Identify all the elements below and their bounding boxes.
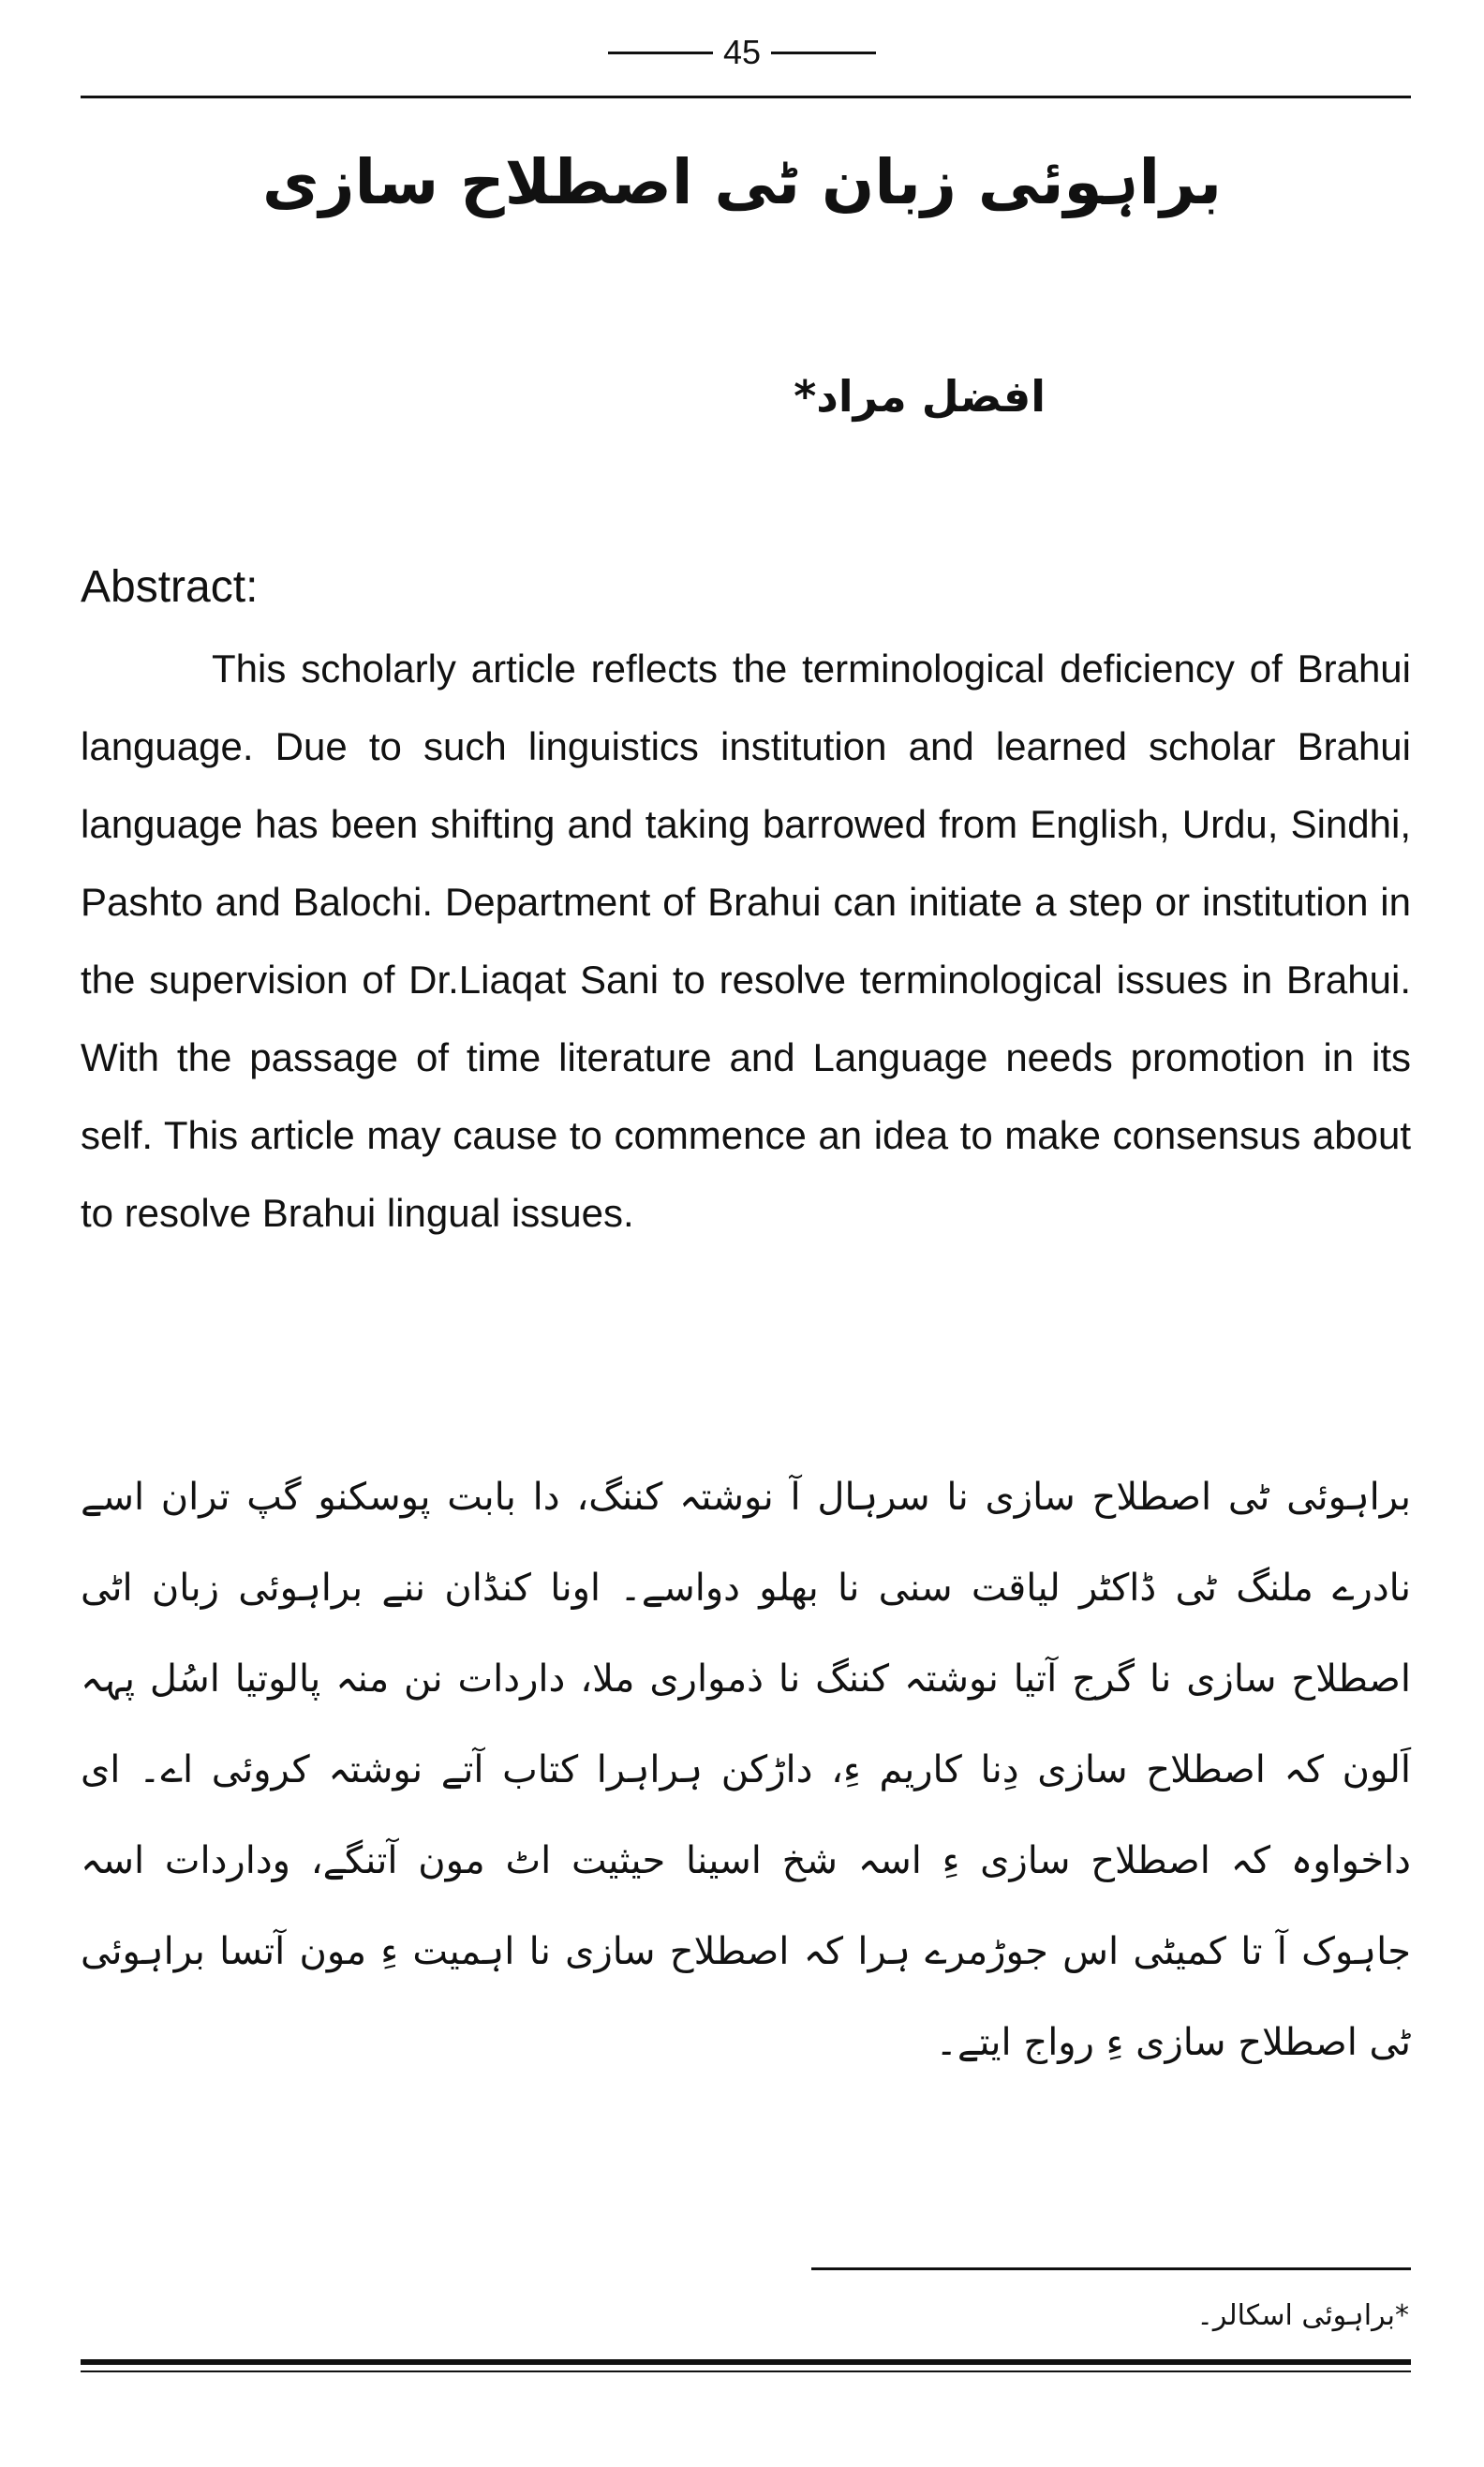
abstract-body: This scholarly article reflects the terminological deficiency of Brahui language. Due to such linguistics institution and learned scholar Brahui language has been shifting and taking barrowed from English, Urdu, Sindhi, Pashto and Balochi. Department of Brahui can initiate a step or institution in the supervision of Dr.Liaqat Sani to resolve terminological issues in Brahui. With the passage of time literature and Language needs promotion in its self. This article may cause to commence an idea to make consensus about to resolve Brahui lingual issues. xyxy=(81,646,1411,1235)
page-number-rule-right xyxy=(771,52,876,54)
page-number-rule-left xyxy=(608,52,713,54)
footer-rule-thin xyxy=(81,2370,1411,2372)
page-number: 45 xyxy=(722,33,762,71)
article-title: براہوئی زبان ٹی اصطلاح سازی xyxy=(262,146,1222,218)
footnote-rule xyxy=(811,2267,1411,2270)
footnote: *براہوئی اسکالر۔ xyxy=(1196,2299,1409,2332)
abstract-heading: Abstract: xyxy=(81,562,259,612)
footer-rule-thick xyxy=(81,2359,1411,2365)
author-name: افضل مراد* xyxy=(794,371,1046,422)
urdu-paragraph: براہوئی ٹی اصطلاح سازی نا سرہال آ نوشتہ کننگ، دا بابت پوسکنو گپ تران اسے نادرے ملنگ ٹی ڈاکٹر لیاقت سنی نا بھلو دواسے۔ اونا کنڈان ننے براہوئی زبان اٹی اصطلاح سازی نا گرج آتیا نوشتہ کننگ نا ذمواری ملا، داردات نن منہ پالوتیا اسُل پہہ اَلون کہ اصطلاح سازی دِنا کاریم ءِ، داڑکن ہراہرا کتاب آتے نوشتہ کروئی اے۔ ای داخواوہ کہ اصطلاح سازی ءِ اسہ شخ اسینا حیثیت اٹ مون آتنگے، وداردات اسہ جاہوک آ تا کمیٹی اس جوڑمرے ہرا کہ اصطلاح سازی نا اہمیت ءِ مون آتسا براہوئی ٹی اصطلاح سازی ءِ رواج ایتے۔ xyxy=(81,1476,1411,2064)
page-number-area xyxy=(0,33,1484,71)
header-rule xyxy=(81,96,1411,98)
